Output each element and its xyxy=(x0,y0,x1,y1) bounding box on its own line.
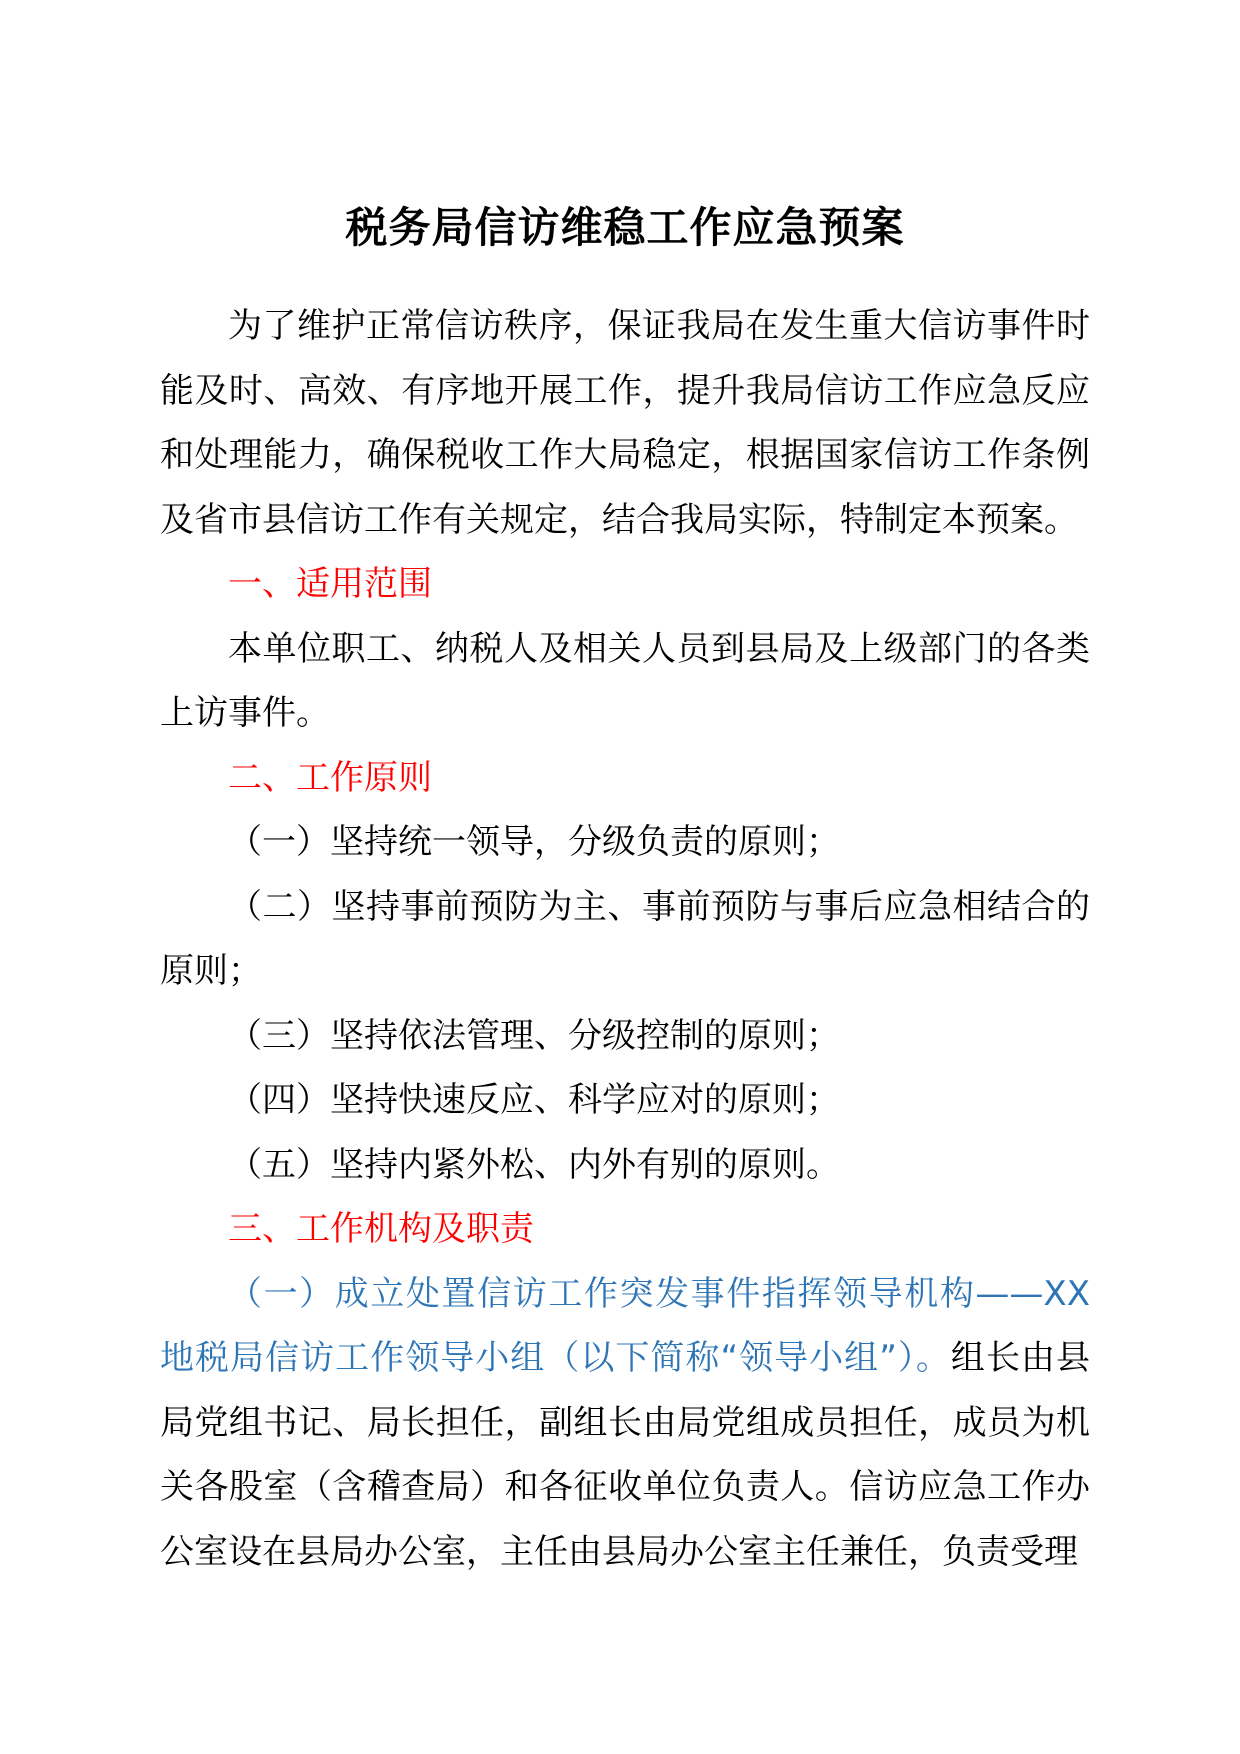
principle-item-5: （五）坚持内紧外松、内外有别的原则。 xyxy=(228,1144,840,1185)
intro-paragraph: 为了维护正常信访秩序，保证我局在发生重大信访事件时能及时、高效、有序地开展工作，提升我局信访工作应急反应和处理能力，确保税收工作大局稳定，根据国家信访工作条例及省市县信访工作有关规定，结合我局实际，特制定本预案。 xyxy=(160,306,1090,540)
principle-item-2: （二）坚持事前预防为主、事前预防与事后应急相结合的原则； xyxy=(160,886,1090,991)
principle-item-1: （一）坚持统一领导，分级负责的原则； xyxy=(228,822,840,862)
section-2-heading: 二、工作原则 xyxy=(228,757,432,798)
document-title: 税务局信访维稳工作应急预案 xyxy=(345,203,905,252)
section-3-sub-1-text: 组长由县局党组书记、局长担任，副组长由局党组成员担任，成员为机关各股室（含稽查局）和各征收单位负责人。信访应急工作办公室设在县局办公室，主任由县局办公室主任兼任，负责受理 xyxy=(160,1338,1091,1572)
section-3-sub-1 xyxy=(160,1262,1090,1585)
principle-item-4: （四）坚持快速反应、科学应对的原则； xyxy=(228,1080,840,1120)
section-1-heading: 一、适用范围 xyxy=(228,564,432,604)
section-3-sub-1-highlight: （一）成立处置信访工作突发事件指挥领导机构——XX地税局信访工作领导小组（以下简称“领导小组”）。 xyxy=(160,1273,1090,1378)
section-1-text: 本单位职工、纳税人及相关人员到县局及上级部门的各类上访事件。 xyxy=(160,628,1090,733)
principle-item-3: （三）坚持依法管理、分级控制的原则； xyxy=(228,1015,840,1056)
document-body xyxy=(160,294,1090,1584)
section-3-heading: 三、工作机构及职责 xyxy=(228,1209,534,1249)
